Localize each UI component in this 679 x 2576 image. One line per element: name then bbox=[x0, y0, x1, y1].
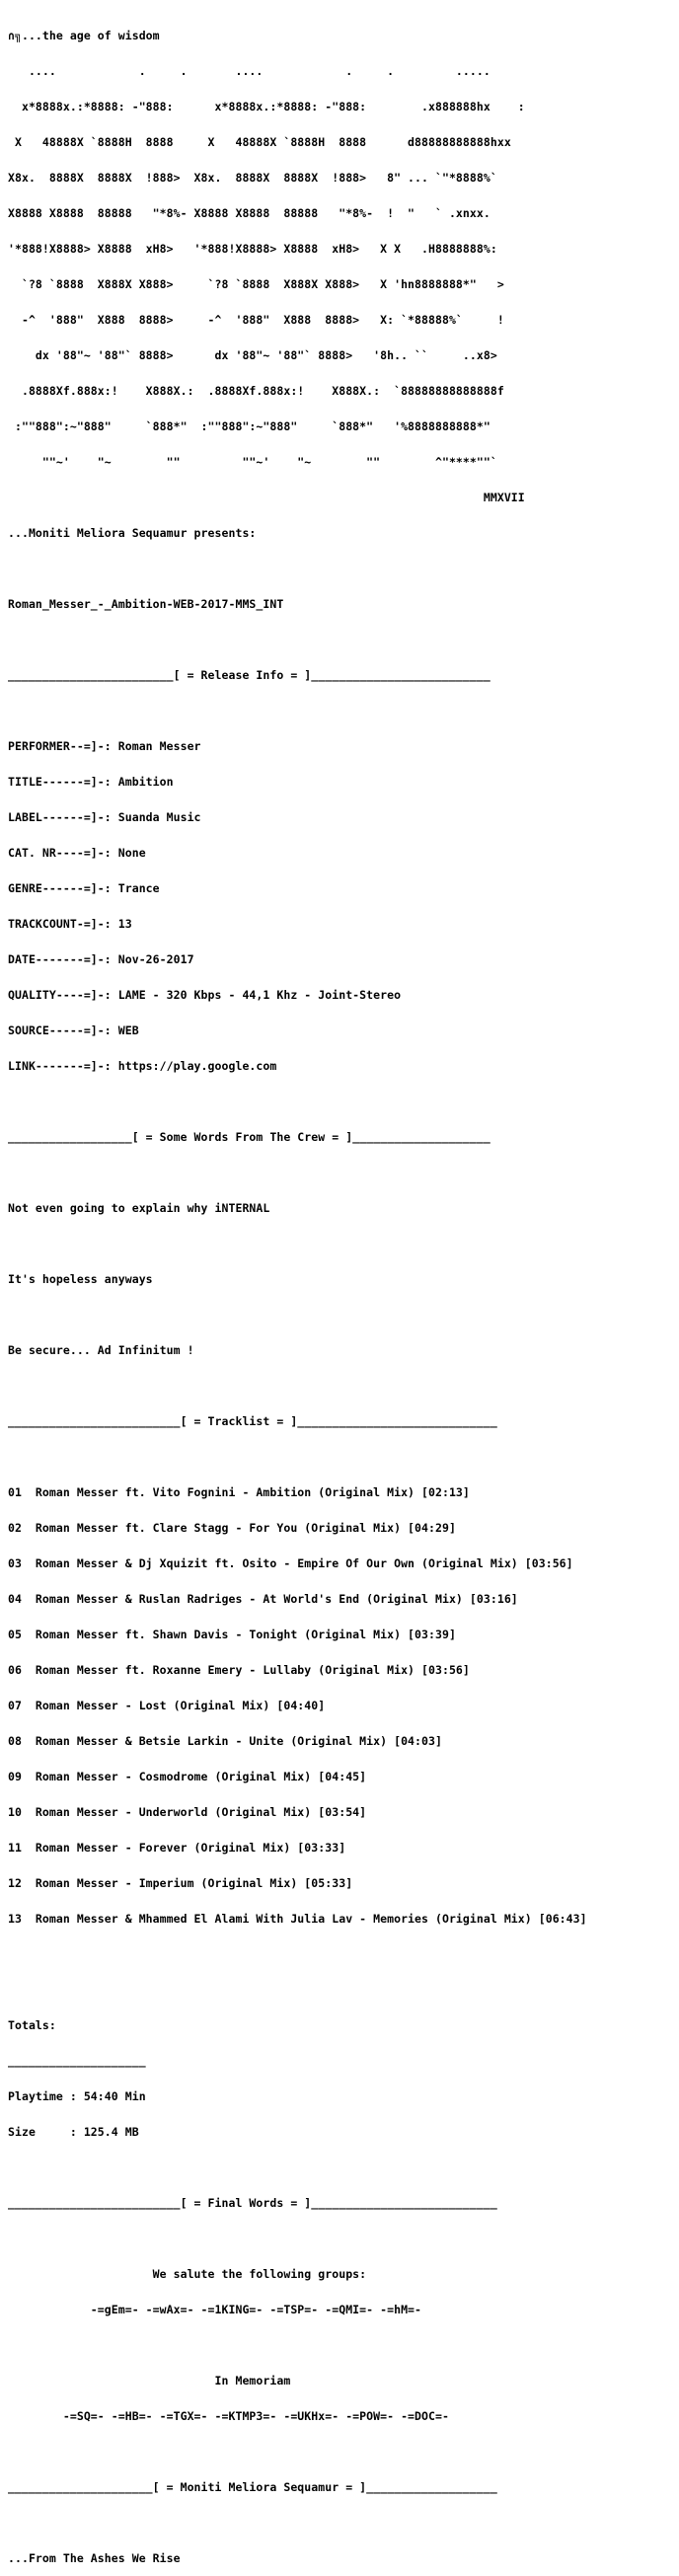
final-words-header: _________________________[ = Final Words = ]___________________________ bbox=[8, 2196, 497, 2210]
memoriam-groups: -=SQ=- -=HB=- -=TGX=- -=KTMP3=- -=UKHx=- -=POW=- -=DOC=- bbox=[8, 2409, 449, 2423]
info-title: TITLE------=]-: Ambition bbox=[8, 775, 174, 789]
release-name: Roman_Messer_-_Ambition-WEB-2017-MMS_INT bbox=[8, 597, 284, 611]
ascii-logo-line: .8888Xf.888x:! X888X.: .8888Xf.888x:! X888X.: `88888888888888f bbox=[8, 384, 504, 398]
ascii-logo-line: .... . . .... . . ..... bbox=[8, 64, 490, 78]
blank-line bbox=[8, 1238, 679, 1250]
release-info-header: ________________________[ = Release Info = ]__________________________ bbox=[8, 668, 490, 682]
info-trackcount: TRACKCOUNT-=]-: 13 bbox=[8, 917, 132, 931]
track-row: 08 Roman Messer & Betsie Larkin - Unite (Original Mix) [04:03] bbox=[8, 1734, 442, 1748]
info-cat-nr: CAT. NR----=]-: None bbox=[8, 846, 146, 860]
track-row: 04 Roman Messer & Ruslan Radriges - At World's End (Original Mix) [03:16] bbox=[8, 1592, 518, 1606]
totals-size: Size : 125.4 MB bbox=[8, 2125, 139, 2139]
nfo-header-line: ∩╗...the age of wisdom bbox=[8, 29, 160, 42]
track-row: 07 Roman Messer - Lost (Original Mix) [04:40] bbox=[8, 1699, 326, 1712]
info-performer: PERFORMER--=]-: Roman Messer bbox=[8, 739, 201, 753]
blank-line bbox=[8, 1309, 679, 1321]
blank-line bbox=[8, 563, 679, 574]
blank-line bbox=[8, 705, 679, 717]
group-footer-header: _____________________[ = Moniti Meliora Sequamur = ]___________________ bbox=[8, 2480, 497, 2494]
info-source: SOURCE-----=]-: WEB bbox=[8, 1023, 139, 1037]
blank-line bbox=[8, 1167, 679, 1178]
ascii-logo-line: '*888!X8888> X8888 xH8> '*888!X8888> X8888 xH8> X X .H8888888%: bbox=[8, 242, 497, 256]
track-row: 13 Roman Messer & Mhammed El Alami With Julia Lav - Memories (Original Mix) [06:43] bbox=[8, 1912, 587, 1926]
closing-line: ...From The Ashes We Rise bbox=[8, 2551, 181, 2565]
track-row: 02 Roman Messer ft. Clare Stagg - For You (Original Mix) [04:29] bbox=[8, 1521, 456, 1535]
blank-line bbox=[8, 2517, 679, 2529]
logo-year: MMXVII bbox=[8, 491, 525, 504]
info-quality: QUALITY----=]-: LAME - 320 Kbps - 44,1 Khz - Joint-Stereo bbox=[8, 988, 402, 1002]
track-row: 11 Roman Messer - Forever (Original Mix) [03:33] bbox=[8, 1841, 346, 1855]
info-label: LABEL------=]-: Suanda Music bbox=[8, 810, 201, 824]
blank-line bbox=[8, 634, 679, 645]
info-genre: GENRE------=]-: Trance bbox=[8, 881, 160, 895]
track-row: 01 Roman Messer ft. Vito Fognini - Ambition (Original Mix) [02:13] bbox=[8, 1485, 470, 1499]
blank-line bbox=[8, 1451, 679, 1463]
totals-underline: ____________________ bbox=[8, 2054, 146, 2068]
ascii-logo-line: `?8 `8888 X888X X888> `?8 `8888 X888X X888> X 'hn8888888*" > bbox=[8, 277, 504, 291]
crew-note: Be secure... Ad Infinitum ! bbox=[8, 1343, 194, 1357]
blank-line bbox=[8, 2233, 679, 2244]
info-date: DATE-------=]-: Nov-26-2017 bbox=[8, 952, 194, 966]
blank-line bbox=[8, 2161, 679, 2173]
presents-line: ...Moniti Meliora Sequamur presents: bbox=[8, 526, 257, 540]
crew-note: Not even going to explain why iNTERNAL bbox=[8, 1201, 270, 1215]
greetings-title: We salute the following groups: bbox=[8, 2267, 367, 2281]
tracklist-header: _________________________[ = Tracklist = ]_____________________________ bbox=[8, 1414, 497, 1428]
ascii-logo-line: X8888 X8888 88888 "*8%- X8888 X8888 88888 "*8%- ! " ` .xnxx. bbox=[8, 206, 490, 220]
ascii-logo-line: :""888":~"888" `888*" :""888":~"888" `888*" '%8888888888*" bbox=[8, 419, 490, 433]
ascii-logo-line: ""~' "~ "" ""~' "~ "" ^"****""` bbox=[8, 455, 497, 469]
track-row: 10 Roman Messer - Underworld (Original Mix) [03:54] bbox=[8, 1805, 367, 1819]
track-row: 12 Roman Messer - Imperium (Original Mix) [05:33] bbox=[8, 1876, 353, 1890]
blank-line bbox=[8, 1984, 679, 1996]
crew-words-header: __________________[ = Some Words From The Crew = ]____________________ bbox=[8, 1130, 490, 1144]
blank-line bbox=[8, 1096, 679, 1107]
track-row: 09 Roman Messer - Cosmodrome (Original Mix) [04:45] bbox=[8, 1770, 367, 1783]
crew-note: It's hopeless anyways bbox=[8, 1272, 153, 1286]
info-link: LINK-------=]-: https://play.google.com bbox=[8, 1059, 277, 1073]
blank-line bbox=[8, 2339, 679, 2351]
blank-line bbox=[8, 1380, 679, 1392]
ascii-logo-line: x*8888x.:*8888: -"888: x*8888x.:*8888: -"888: .x888888hx : bbox=[8, 100, 525, 114]
blank-line bbox=[8, 2446, 679, 2458]
ascii-logo-line: X8x. 8888X 8888X !888> X8x. 8888X 8888X !888> 8" ... `"*8888%` bbox=[8, 171, 497, 185]
ascii-logo-line: X 48888X `8888H 8888 X 48888X `8888H 8888 d88888888888hxx bbox=[8, 135, 511, 149]
track-row: 06 Roman Messer ft. Roxanne Emery - Lullaby (Original Mix) [03:56] bbox=[8, 1663, 470, 1677]
ascii-logo-line: dx '88"~ '88"` 8888> dx '88"~ '88"` 8888> '8h.. `` ..x8> bbox=[8, 348, 497, 362]
greetings-groups: -=gEm=- -=wAx=- -=1KING=- -=TSP=- -=QMI=- -=hM=- bbox=[8, 2303, 422, 2316]
track-row: 05 Roman Messer ft. Shawn Davis - Tonight (Original Mix) [03:39] bbox=[8, 1628, 456, 1641]
ascii-logo-line: -^ '888" X888 8888> -^ '888" X888 8888> X: `*88888%` ! bbox=[8, 313, 504, 327]
totals-label: Totals: bbox=[8, 2018, 56, 2032]
blank-line bbox=[8, 1948, 679, 1960]
totals-playtime: Playtime : 54:40 Min bbox=[8, 2089, 146, 2103]
memoriam-title: In Memoriam bbox=[8, 2374, 291, 2387]
track-row: 03 Roman Messer & Dj Xquizit ft. Osito - Empire Of Our Own (Original Mix) [03:56] bbox=[8, 1556, 573, 1570]
